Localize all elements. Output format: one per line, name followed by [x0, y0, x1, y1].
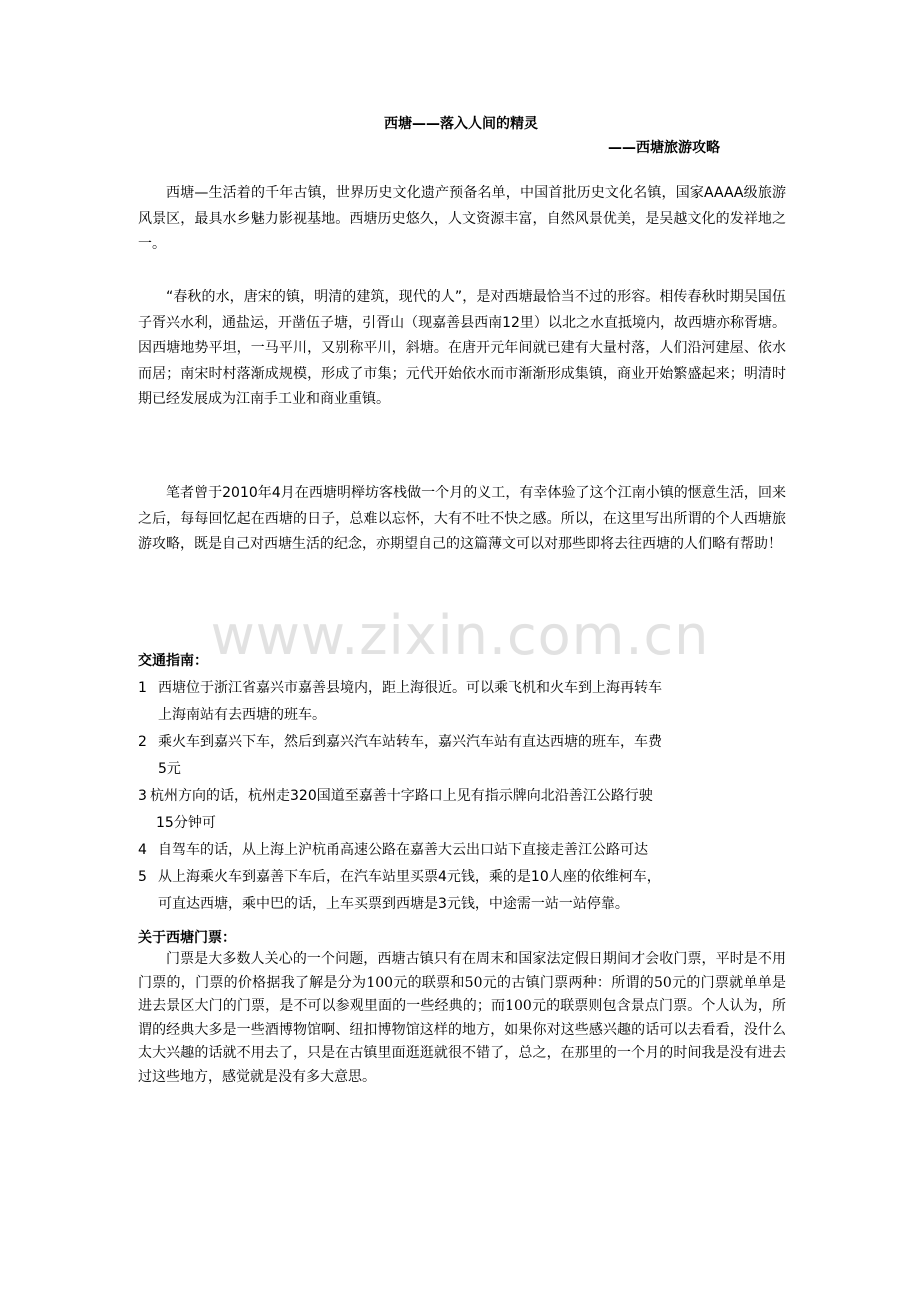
list-item-line: 上海南站有去西塘的班车。: [158, 707, 326, 723]
watermark: www.zixin.com.cn: [210, 604, 710, 667]
list-item: [138, 837, 788, 864]
list-item-number: 3: [138, 788, 147, 804]
list-item-line: 15分钟可: [156, 815, 216, 831]
list-item: [138, 783, 788, 837]
list-item-line: 自驾车的话，从上海上沪杭甬高速公路在嘉善大云出口站下直接走善江公路可达: [158, 842, 648, 858]
intro-paragraph-2: “春秋的水，唐宋的镇，明清的建筑，现代的人”，是对西塘最恰当不过的形容。相传春秋时期吴国伍子胥兴水利，通盐运，开凿伍子塘，引胥山（现嘉善县西南12里）以北之水直抵境内，故西塘亦称胥塘。因西塘地势平坦，一马平川，又别称平川，斜塘。在唐开元年间就已建有大量村落，人们沿河建屋、依水而居；南宋时村落渐成规模，形成了市集；元代开始依水而市渐渐形成集镇，商业开始繁盛起来；明清时期已经发展成为江南手工业和商业重镇。: [138, 289, 786, 407]
list-item-line: 杭州方向的话，杭州走320国道至嘉善十字路口上见有指示牌向北沿善江公路行驶: [150, 788, 653, 804]
intro-paragraph-1: 西塘—生活着的千年古镇，世界历史文化遗产预备名单，中国首批历史文化名镇，国家AAAA级旅游风景区，最具水乡魅力影视基地。西塘历史悠久，人文资源丰富，自然风景优美，是吴越文化的发祥地之一。: [138, 185, 786, 252]
list-item-number: 1: [138, 680, 147, 696]
list-item-text: [158, 837, 788, 864]
list-item-text: [158, 729, 788, 783]
list-item-text: [158, 675, 788, 729]
list-item-line: 5元: [158, 761, 181, 777]
ticket-info-heading: 关于西塘门票：: [138, 930, 236, 946]
list-item-line: 西塘位于浙江省嘉兴市嘉善县境内，距上海很近。可以乘飞机和火车到上海再转车: [158, 680, 662, 696]
ticket-info-paragraph: 门票是大多数人关心的一个问题，西塘古镇只有在周末和国家法定假日期间才会收门票，平时是不用门票的，门票的价格据我了解是分为100元的联票和50元的古镇门票两种：所谓的50元的门票就单单是进去景区大门的门票，是不可以参观里面的一些经典的；而100元的联票则包含景点门票。个人认为，所谓的经典大多是一些酒博物馆啊、纽扣博物馆这样的地方，如果你对这些感兴趣的话可以去看看，没什么太大兴趣的话就不用去了，只是在古镇里面逛逛就很不错了，总之，在那里的一个月的时间我是没有进去过这些地方，感觉就是没有多大意思。: [138, 951, 786, 1085]
document-subtitle: ——西塘旅游攻略: [608, 140, 720, 156]
list-item-line: 可直达西塘，乘中巴的话，上车买票到西塘是3元钱，中途需一站一站停靠。: [158, 896, 629, 912]
traffic-guide-list: [138, 675, 788, 918]
list-item: [138, 729, 788, 783]
list-item-line: 从上海乘火车到嘉善下车后，在汽车站里买票4元钱，乘的是10人座的依维柯车，: [158, 869, 661, 885]
list-item-number: 4: [138, 842, 147, 858]
list-item: [138, 675, 788, 729]
list-item-text: [150, 783, 788, 837]
document-title: 西塘——落入人间的精灵: [384, 116, 538, 132]
list-item-line: 乘火车到嘉兴下车，然后到嘉兴汽车站转车，嘉兴汽车站有直达西塘的班车，车费: [158, 734, 662, 750]
list-item-text: [158, 864, 788, 918]
intro-paragraph-3: 笔者曾于2010年4月在西塘明榉坊客栈做一个月的义工，有幸体验了这个江南小镇的惬意生活，回来之后，每每回忆起在西塘的日子，总难以忘怀，大有不吐不快之感。所以，在这里写出所谓的个人西塘旅游攻略，既是自己对西塘生活的纪念，亦期望自己的这篇薄文可以对那些即将去往西塘的人们略有帮助！: [138, 485, 786, 552]
list-item-number: 2: [138, 734, 147, 750]
list-item: [138, 864, 788, 918]
traffic-guide-heading: 交通指南：: [138, 653, 208, 669]
list-item-number: 5: [138, 869, 147, 885]
